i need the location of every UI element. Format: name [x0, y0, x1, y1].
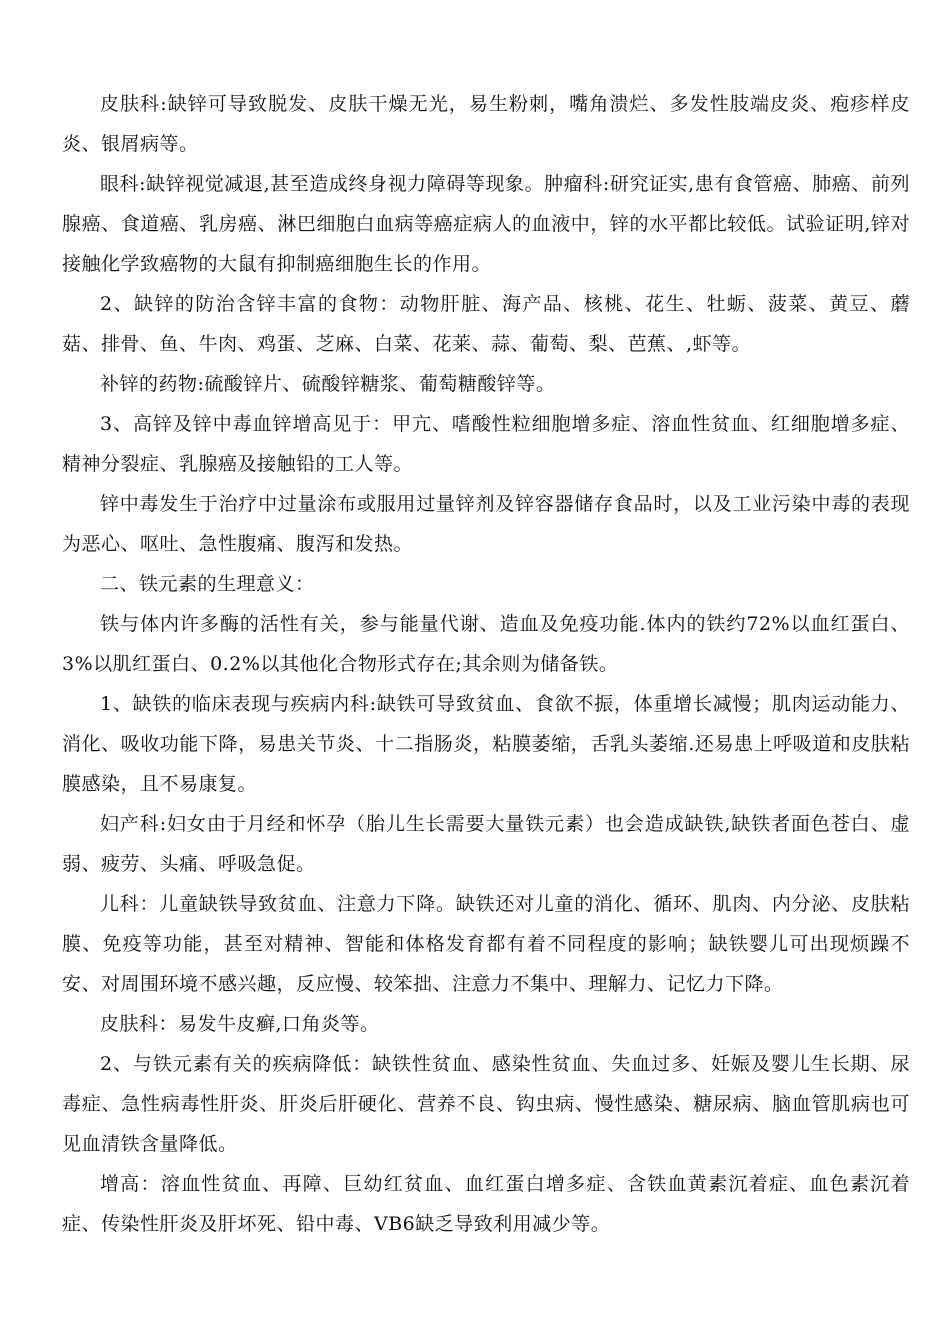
paragraph-dermatology-zinc: 皮肤科:缺锌可导致脱发、皮肤干燥无光，易生粉刺，嘴角溃烂、多发性肢端皮炎、疱疹样皮炎、银屑病等。	[62, 93, 910, 155]
paragraph-zinc-prevention-foods: 2、缺锌的防治含锌丰富的食物：动物肝脏、海产品、核桃、花生、牡蛎、菠菜、黄豆、蘑菇、排骨、鱼、牛肉、鸡蛋、芝麻、白菜、花莱、蒜、葡萄、梨、芭蕉、,虾等。	[62, 293, 910, 355]
paragraph-iron-decrease: 2、与铁元素有关的疾病降低：缺铁性贫血、感染性贫血、失血过多、妊娠及婴儿生长期、尿毒症、急性病毒性肝炎、肝炎后肝硬化、营养不良、钩虫病、慢性感染、糖尿病、脑血管肌病也可见血清铁含量降低。	[62, 1053, 910, 1155]
document-page	[62, 84, 910, 1244]
paragraph-zinc-poisoning: 锌中毒发生于治疗中过量涂布或服用过量锌剂及锌容器储存食品时，以及工业污染中毒的表现为恶心、呕吐、急性腹痛、腹泻和发热。	[62, 493, 910, 555]
paragraph-iron-function: 铁与体内许多酶的活性有关，参与能量代谢、造血及免疫功能.体内的铁约72%以血红蛋白、3%以肌红蛋白、0.2%以其他化合物形式存在;其余则为储备铁。	[62, 613, 910, 675]
paragraph-iron-increase: 增高：溶血性贫血、再障、巨幼红贫血、血红蛋白增多症、含铁血黄素沉着症、血色素沉着症、传染性肝炎及肝坏死、铅中毒、VB6缺乏导致利用减少等。	[62, 1173, 910, 1235]
paragraph-iron-pediatrics: 儿科：儿童缺铁导致贫血、注意力下降。缺铁还对儿童的消化、循环、肌肉、内分泌、皮肤粘膜、免疫等功能，甚至对精神、智能和体格发育都有着不同程度的影响；缺铁婴儿可出现烦躁不安、对周围环境不感兴趣，反应慢、较笨拙、注意力不集中、理解力、记忆力下降。	[62, 893, 910, 995]
paragraph-iron-dermatology: 皮肤科：易发牛皮癣,口角炎等。	[100, 1013, 380, 1035]
paragraph-zinc-supplements: 补锌的药物:硫酸锌片、硫酸锌糖浆、葡萄糖酸锌等。	[100, 373, 556, 395]
paragraph-ophthalmology-oncology-zinc: 眼科:缺锌视觉减退,甚至造成终身视力障碍等现象。肿瘤科:研究证实,患有食管癌、肺癌、前列腺癌、食道癌、乳房癌、淋巴细胞白血病等癌症病人的血液中，锌的水平都比较低。试验证明,锌对接触化学致癌物的大鼠有抑制癌细胞生长的作用。	[62, 173, 910, 275]
paragraph-high-zinc: 3、高锌及锌中毒血锌增高见于：甲亢、嗜酸性粒细胞增多症、溶血性贫血、红细胞增多症、精神分裂症、乳腺癌及接触铅的工人等。	[62, 413, 910, 475]
paragraph-iron-gynecology: 妇产科:妇女由于月经和怀孕（胎儿生长需要大量铁元素）也会造成缺铁,缺铁者面色苍白、虚弱、疲劳、头痛、呼吸急促。	[62, 813, 910, 875]
paragraph-iron-deficiency-internal: 1、缺铁的临床表现与疾病内科:缺铁可导致贫血、食欲不振，体重增长减慢；肌肉运动能力、消化、吸收功能下降，易患关节炎、十二指肠炎，粘膜萎缩，舌乳头萎缩.还易患上呼吸道和皮肤粘膜感染，且不易康复。	[62, 693, 910, 795]
section-heading-iron: 二、铁元素的生理意义：	[100, 573, 315, 595]
